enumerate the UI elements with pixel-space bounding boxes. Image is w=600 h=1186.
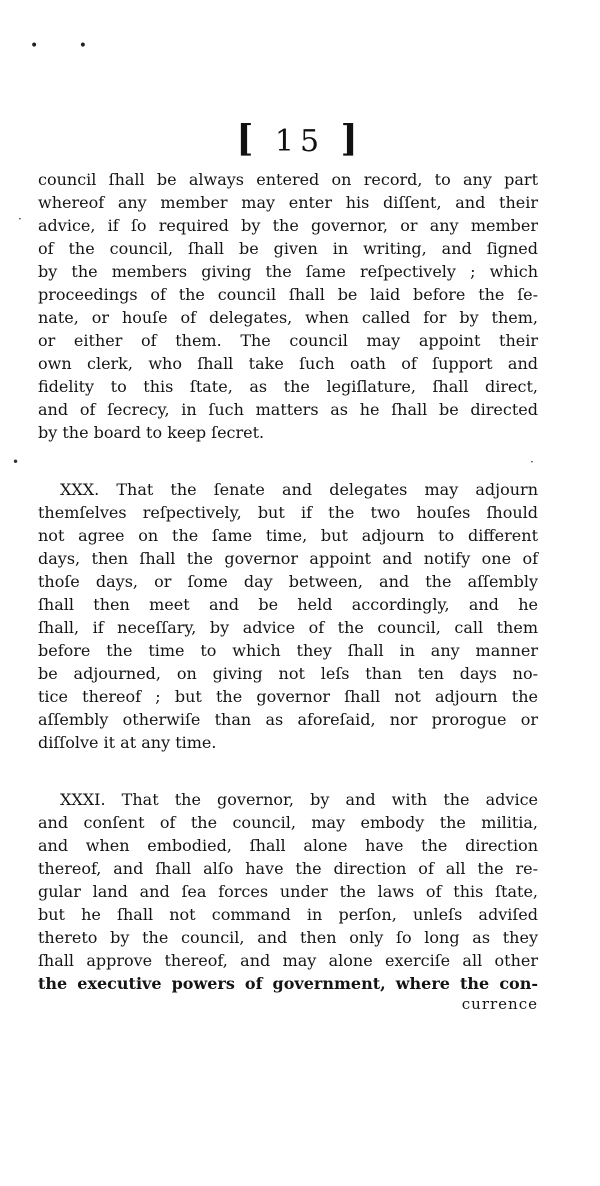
text-line: council ſhall be always entered on record, to any part (38, 170, 538, 189)
margin-speck: • (12, 455, 20, 469)
paragraph-article-xxx (38, 478, 538, 754)
catchword: currence (461, 995, 538, 1013)
text-line: and when embodied, ſhall alone have the direction (38, 836, 538, 855)
text-line: gular land and ſea forces under the laws of this ſtate, (38, 882, 538, 901)
margin-speck: · (18, 212, 22, 226)
text-line: or either of them. The council may appoint their (38, 331, 538, 350)
text-line: ſhall approve thereof, and may alone exerciſe all other (38, 951, 538, 970)
text-line: ſhall then meet and be held accordingly, and he (38, 595, 538, 614)
text-line: before the time to which they ſhall in any manner (38, 641, 538, 660)
text-line: be adjourned, on giving not leſs than ten days no- (38, 664, 538, 683)
bracket-open: [ (236, 118, 260, 160)
text-line: advice, if ſo required by the governor, or any member (38, 216, 538, 235)
margin-speck: · (530, 455, 534, 469)
text-line: of the council, ſhall be given in writing, and ſigned (38, 239, 538, 258)
text-line: but he ſhall not command in perſon, unleſs adviſed (38, 905, 538, 924)
page-specks: • • (30, 38, 105, 54)
text-line: by the members giving the ſame reſpectively ; which (38, 262, 538, 281)
text-line: proceedings of the council ſhall be laid before the ſe- (38, 285, 538, 304)
text-line: themſelves reſpectively, but if the two houſes ſhould (38, 503, 538, 522)
body-text (38, 168, 538, 1050)
article-heading-line: XXX. That the ſenate and delegates may adjourn (60, 480, 538, 499)
text-line: days, then ſhall the governor appoint and notify one of (38, 549, 538, 568)
paragraph-article-xxxi (38, 788, 538, 1016)
text-line: nate, or houſe of delegates, when called for by them, (38, 308, 538, 327)
text-line: and of ſecrecy, in ſuch matters as he ſhall be directed (38, 400, 538, 419)
text-line: fidelity to this ſtate, as the legiſlature, ſhall direct, (38, 377, 538, 396)
text-line: tice thereof ; but the governor ſhall not adjourn the (38, 687, 538, 706)
text-line: thereto by the council, and then only ſo long as they (38, 928, 538, 947)
text-line: aſſembly otherwiſe than as aforeſaid, nor prorogue or (38, 710, 538, 729)
text-line: ſhall, if neceſſary, by advice of the council, call them (38, 618, 538, 637)
text-line: thereof, and ſhall alſo have the direction of all the re- (38, 859, 538, 878)
text-line: the executive powers of government, where the con- (38, 974, 538, 993)
text-line: by the board to keep ſecret. (38, 423, 265, 442)
text-line: thoſe days, or ſome day between, and the aſſembly (38, 572, 538, 591)
article-heading-line: XXXI. That the governor, by and with the advice (60, 790, 538, 809)
text-line: not agree on the ſame time, but adjourn to different (38, 526, 538, 545)
page-number: 15 (274, 124, 326, 159)
bracket-close: ] (340, 118, 364, 160)
page-number-header (0, 118, 600, 160)
text-line: and conſent of the council, may embody the militia, (38, 813, 538, 832)
paragraph-council-record (38, 168, 538, 444)
text-line: diſſolve it at any time. (38, 733, 217, 752)
text-line: own clerk, who ſhall take ſuch oath of ſupport and (38, 354, 538, 373)
text-line: whereof any member may enter his diſſent, and their (38, 193, 538, 212)
